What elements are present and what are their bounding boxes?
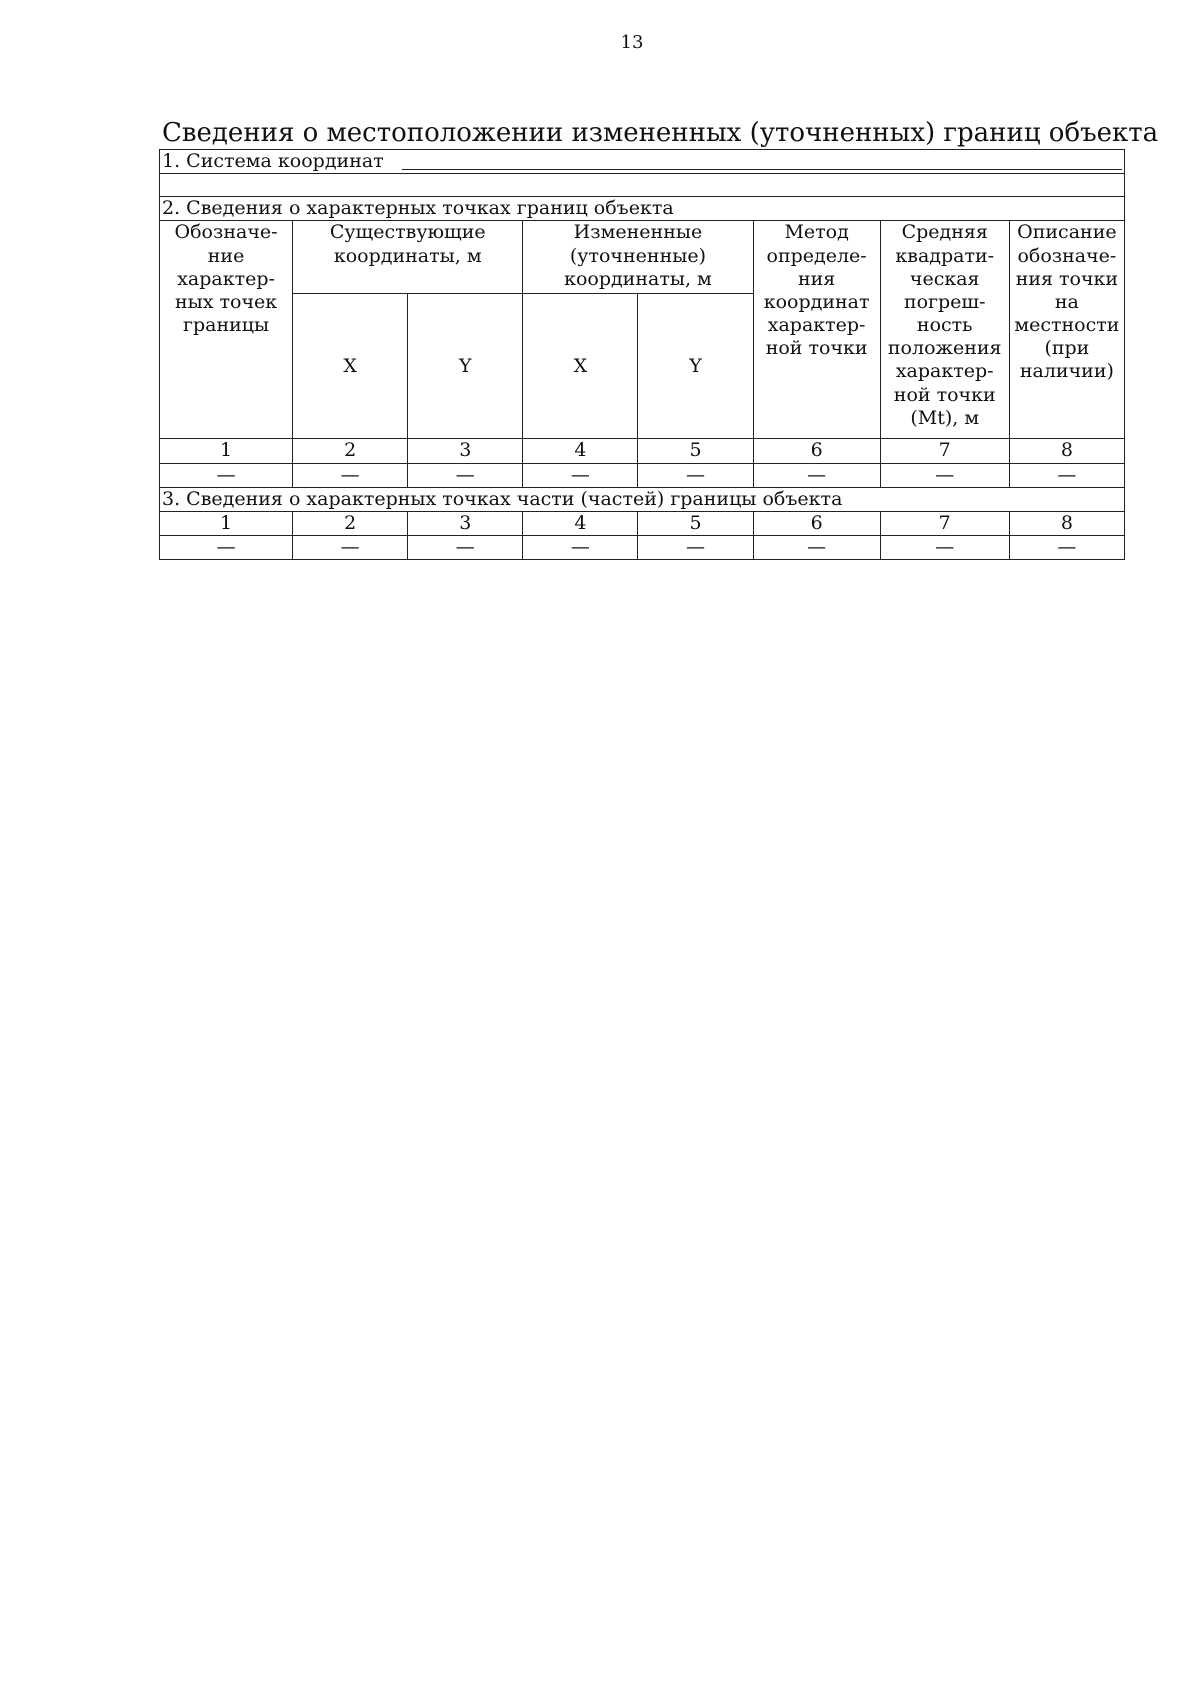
section3-data-row xyxy=(160,536,1125,560)
table-cell: — xyxy=(408,463,523,487)
column-number: 7 xyxy=(880,511,1009,535)
column-number: 6 xyxy=(753,439,880,463)
column-number: 1 xyxy=(160,511,293,535)
header-point-designation: Обозначе- ние характер- ных точек границы xyxy=(160,221,293,439)
table-cell: — xyxy=(880,536,1009,560)
table-cell: — xyxy=(1009,463,1124,487)
header-row-top xyxy=(160,221,1125,294)
blank-cell xyxy=(160,174,1125,197)
table-cell: — xyxy=(523,536,638,560)
table-cell: — xyxy=(293,536,408,560)
coordinate-system-row xyxy=(160,150,1125,174)
table-cell: — xyxy=(638,463,753,487)
column-number: 3 xyxy=(408,511,523,535)
column-number: 6 xyxy=(753,511,880,535)
header-existing-y: Y xyxy=(408,294,523,439)
table-cell: — xyxy=(160,463,293,487)
column-number: 2 xyxy=(293,511,408,535)
header-changed-x: X xyxy=(523,294,638,439)
coordinate-system-cell xyxy=(160,150,1125,174)
table-cell: — xyxy=(638,536,753,560)
column-number: 8 xyxy=(1009,439,1124,463)
column-number: 8 xyxy=(1009,511,1124,535)
table-cell: — xyxy=(753,463,880,487)
table-cell: — xyxy=(293,463,408,487)
column-number: 4 xyxy=(523,439,638,463)
section3-heading-row xyxy=(160,487,1125,511)
section3-column-numbers xyxy=(160,511,1125,535)
blank-row xyxy=(160,174,1125,197)
header-mean-error: Средняя квадрати- ческая погреш- ность положения характер- ной точки (Mt), м xyxy=(880,221,1009,439)
page-number: 13 xyxy=(620,32,644,53)
section3-heading: 3. Сведения о характерных точках части (частей) границы объекта xyxy=(160,487,1125,511)
boundary-table xyxy=(159,149,1125,560)
table-cell: — xyxy=(408,536,523,560)
section2-heading: 2. Сведения о характерных точках границ объекта xyxy=(160,197,1125,221)
header-existing-coordinates: Существующие координаты, м xyxy=(293,221,523,294)
table-cell: — xyxy=(1009,536,1124,560)
header-method: Метод определе- ния координат характер- ной точки xyxy=(753,221,880,439)
column-number: 2 xyxy=(293,439,408,463)
coordinate-system-label: 1. Система координат xyxy=(162,150,384,172)
column-number: 5 xyxy=(638,511,753,535)
table-cell: — xyxy=(880,463,1009,487)
table-cell: — xyxy=(753,536,880,560)
header-description: Описание обозначе- ния точки на местности (при наличии) xyxy=(1009,221,1124,439)
header-changed-coordinates: Измененные (уточненные) координаты, м xyxy=(523,221,753,294)
column-number: 4 xyxy=(523,511,638,535)
section2-column-numbers xyxy=(160,439,1125,463)
header-existing-x: X xyxy=(293,294,408,439)
column-number: 5 xyxy=(638,439,753,463)
table-cell: — xyxy=(523,463,638,487)
header-changed-y: Y xyxy=(638,294,753,439)
column-number: 7 xyxy=(880,439,1009,463)
column-number: 1 xyxy=(160,439,293,463)
coordinate-system-underline xyxy=(402,169,1122,170)
section2-data-row xyxy=(160,463,1125,487)
section2-heading-row xyxy=(160,197,1125,221)
table-cell: — xyxy=(160,536,293,560)
column-number: 3 xyxy=(408,439,523,463)
document-title: Сведения о местоположении измененных (уточненных) границ объекта xyxy=(162,118,1159,148)
